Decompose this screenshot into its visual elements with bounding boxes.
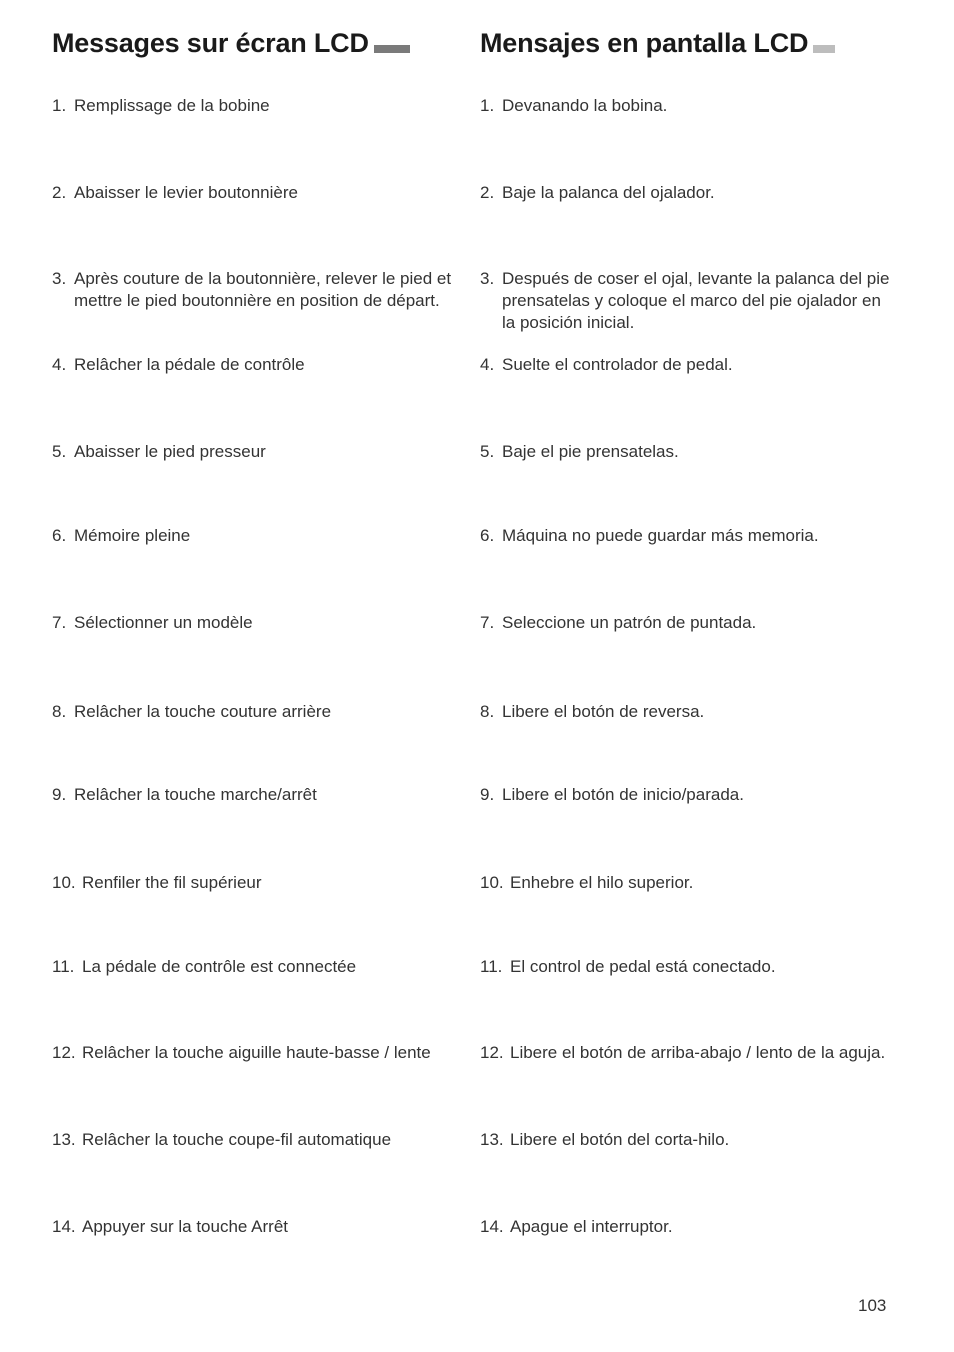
list-item [52,784,462,806]
item-text: Mémoire pleine [74,526,191,545]
item-number: 1. [480,96,495,115]
item-number: 6. [52,526,67,545]
list-item [52,525,462,547]
item-text: Enhebre el hilo superior. [510,873,694,892]
item-text: Libere el botón de reversa. [502,702,705,721]
item-text: La pédale de contrôle est connectée [82,957,357,976]
list-item [52,1129,462,1151]
item-text: Relâcher la touche couture arrière [74,702,332,721]
french-title: Messages sur écran LCD [52,28,369,58]
list-item [480,1042,890,1064]
list-item [480,268,890,334]
item-text: El control de pedal está conectado. [510,957,776,976]
list-item [480,784,890,806]
list-item [52,872,462,894]
item-text: Máquina no puede guardar más memoria. [502,526,819,545]
spanish-title: Mensajes en pantalla LCD [480,28,809,58]
item-text: Después de coser el ojal, levante la palanca del pie prensatelas y coloque el marco del pie ojalador en la posición inicial. [502,269,890,332]
item-number: 14. [480,1217,504,1236]
list-item [52,1216,462,1238]
item-number: 2. [480,183,495,202]
item-text: Libere el botón de inicio/parada. [502,785,744,804]
list-item [480,182,890,204]
item-number: 8. [52,702,67,721]
list-item [52,268,462,312]
item-text: Baje la palanca del ojalador. [502,183,715,202]
heading-bar-decoration [374,45,410,53]
item-number: 4. [52,355,67,374]
list-item [480,95,890,117]
item-number: 4. [480,355,495,374]
item-number: 10. [52,873,76,892]
item-text: Suelte el controlador de pedal. [502,355,733,374]
list-item [480,872,890,894]
list-item [480,441,890,463]
item-text: Renfiler the fil supérieur [82,873,262,892]
item-text: Abaisser le pied presseur [74,442,266,461]
list-item [52,612,462,634]
item-number: 11. [52,957,75,976]
item-number: 3. [480,269,495,288]
item-text: Devanando la bobina. [502,96,668,115]
item-text: Remplissage de la bobine [74,96,270,115]
item-number: 12. [480,1043,504,1062]
item-text: Baje el pie prensatelas. [502,442,679,461]
list-item [480,612,890,634]
item-text: Appuyer sur la touche Arrêt [82,1217,289,1236]
page-number: 103 [858,1296,887,1315]
list-item [52,701,462,723]
list-item [480,701,890,723]
item-number: 7. [480,613,495,632]
spanish-heading [480,28,835,59]
item-number: 9. [480,785,495,804]
item-text: Après couture de la boutonnière, relever le pied et mettre le pied boutonnière en position de départ. [74,269,452,310]
item-number: 14. [52,1217,76,1236]
item-number: 7. [52,613,67,632]
item-text: Seleccione un patrón de puntada. [502,613,757,632]
item-number: 3. [52,269,67,288]
item-number: 5. [480,442,495,461]
item-number: 9. [52,785,67,804]
item-number: 2. [52,183,67,202]
item-number: 1. [52,96,67,115]
list-item [480,956,890,978]
item-number: 13. [52,1130,76,1149]
french-column [52,0,472,1300]
item-text: Relâcher la touche marche/arrêt [74,785,317,804]
item-text: Apague el interruptor. [510,1217,673,1236]
item-number: 13. [480,1130,504,1149]
item-number: 12. [52,1043,76,1062]
spanish-column [480,0,900,1300]
item-number: 8. [480,702,495,721]
list-item [52,1042,462,1064]
item-number: 10. [480,873,504,892]
item-text: Relâcher la touche aiguille haute-basse / lente [82,1043,431,1062]
list-item [52,354,462,376]
list-item [52,956,462,978]
item-number: 6. [480,526,495,545]
item-number: 5. [52,442,67,461]
item-text: Relâcher la pédale de contrôle [74,355,305,374]
item-text: Abaisser le levier boutonnière [74,183,298,202]
list-item [480,354,890,376]
item-text: Relâcher la touche coupe-fil automatique [82,1130,392,1149]
item-number: 11. [480,957,503,976]
french-heading [52,28,410,59]
list-item [480,525,890,547]
list-item [480,1129,890,1151]
item-text: Libere el botón del corta-hilo. [510,1130,730,1149]
list-item [52,95,462,117]
list-item [480,1216,890,1238]
heading-bar-decoration [813,45,835,53]
item-text: Sélectionner un modèle [74,613,253,632]
list-item [52,441,462,463]
list-item [52,182,462,204]
item-text: Libere el botón de arriba-abajo / lento de la aguja. [510,1043,886,1062]
